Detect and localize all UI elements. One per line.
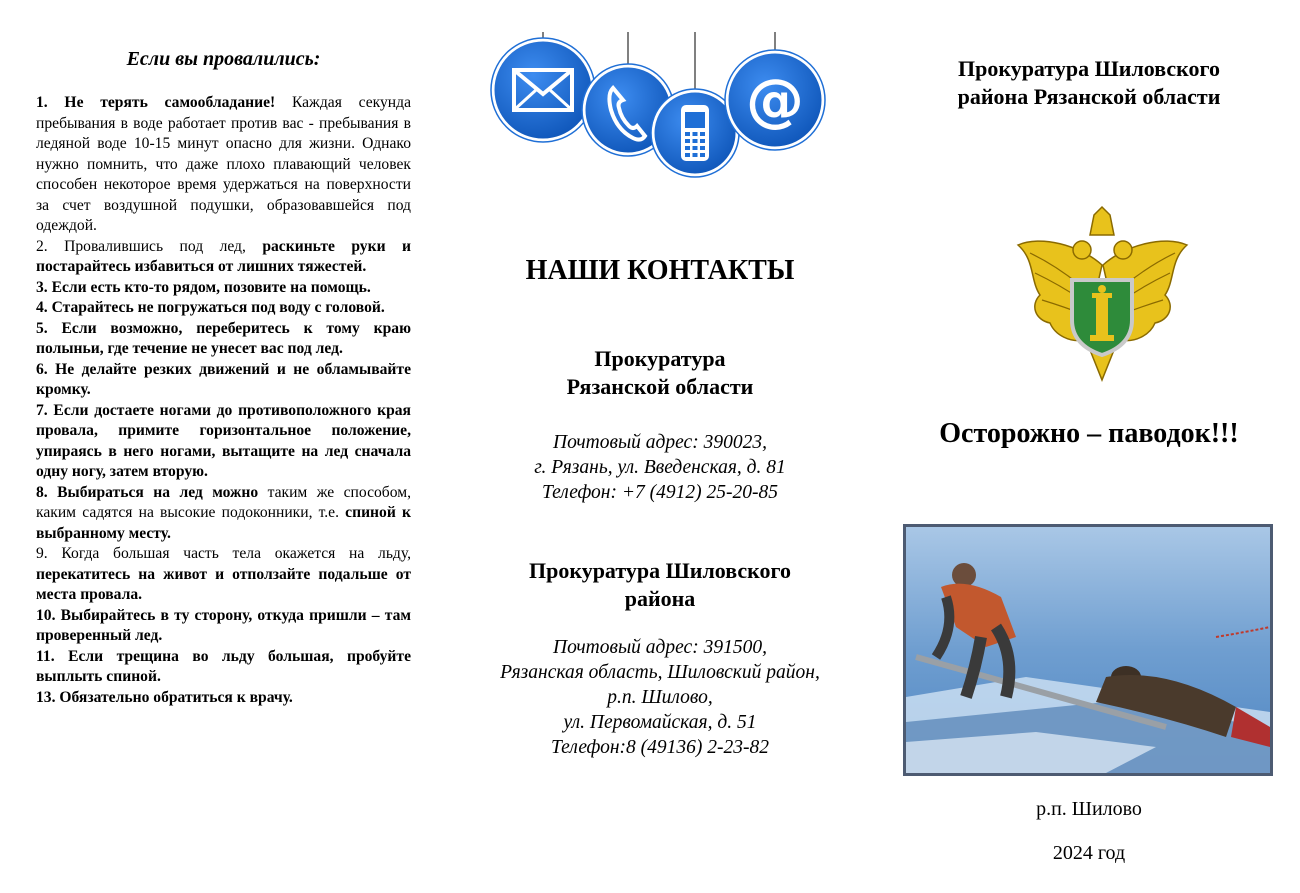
step-7: 7. Если достаете ногами до противоположного края провала, примите горизонтальное положение, упираясь в него ногами, вытащите на лед сначала одну ногу, затем вторую. xyxy=(36,401,411,480)
ice-rescue-image xyxy=(906,527,1270,773)
left-panel xyxy=(36,0,411,893)
safety-title: Если вы провалились: xyxy=(126,48,321,70)
step-6: 6. Не делайте резких движений и не обламывайте кромку. xyxy=(36,360,411,398)
place-name: р.п. Шилово xyxy=(1036,798,1142,820)
contacts-title: НАШИ КОНТАКТЫ xyxy=(525,255,795,286)
flood-warning: Осторожно – паводок!!! xyxy=(939,418,1239,449)
step-13: 13. Обязательно обратиться к врачу. xyxy=(36,688,293,706)
envelope-icon xyxy=(491,38,595,142)
step-5: 5. Если возможно, переберитесь к тому краю полыньи, где течение не унесет вас под лед. xyxy=(36,319,411,357)
org1-name: Прокуратура Рязанской области xyxy=(566,346,754,399)
ice-rescue-photo xyxy=(903,524,1273,776)
org1-address: Почтовый адрес: 390023, г. Рязань, ул. Введенская, д. 81 Телефон: +7 (4912) 25-20-85 xyxy=(534,432,786,503)
org2-name: Прокуратура Шиловского района xyxy=(528,558,791,611)
step-8: 8. Выбираться на лед можно таким же способом, каким садятся на высокие подоконники, т.е. спиной к выбранному месту. xyxy=(36,483,411,542)
svg-text:@: @ xyxy=(746,66,804,134)
cover-title: Прокуратура Шиловского района Рязанской области xyxy=(957,56,1221,109)
step-4: 4. Старайтесь не погружаться под воду с головой. xyxy=(36,299,385,316)
step-10: 10. Выбирайтесь в ту сторону, откуда пришли – там проверенный лед. xyxy=(36,606,411,644)
step-9: 9. Когда большая часть тела окажется на льду, перекатитесь на живот и отползайте подальше от места провала. xyxy=(36,545,411,603)
step-1: 1. Не терять самообладание! Каждая секунда пребывания в воде работает против вас - пребывания в ледяной воде 10-15 минут опасно для жизни. Однако нужно помнить, что даже плохо плавающий человек способен некоторое время удержаться на поверхности за счет воздушной подушки, образовавшейся под одеждой. xyxy=(36,94,411,234)
step-3: 3. Если есть кто-то рядом, позовите на помощь. xyxy=(36,278,371,296)
middle-panel xyxy=(470,0,850,893)
prosecutor-emblem xyxy=(1010,205,1195,390)
contact-icons xyxy=(488,30,833,190)
org2-address: Почтовый адрес: 391500, Рязанская область, Шиловский район, р.п. Шилово, ул. Первомайская, д. 51 Телефон:8 (49136) 2-23-82 xyxy=(500,637,820,758)
step-2: 2. Провалившись под лед, раскиньте руки и постарайтесь избавиться от лишних тяжестей. xyxy=(36,237,411,275)
step-11: 11. Если трещина во льду большая, пробуйте выплыть спиной. xyxy=(36,647,411,685)
year-label: 2024 год xyxy=(1052,842,1126,864)
right-panel xyxy=(900,0,1278,893)
at-sign-icon xyxy=(725,50,825,150)
safety-steps xyxy=(36,93,411,708)
